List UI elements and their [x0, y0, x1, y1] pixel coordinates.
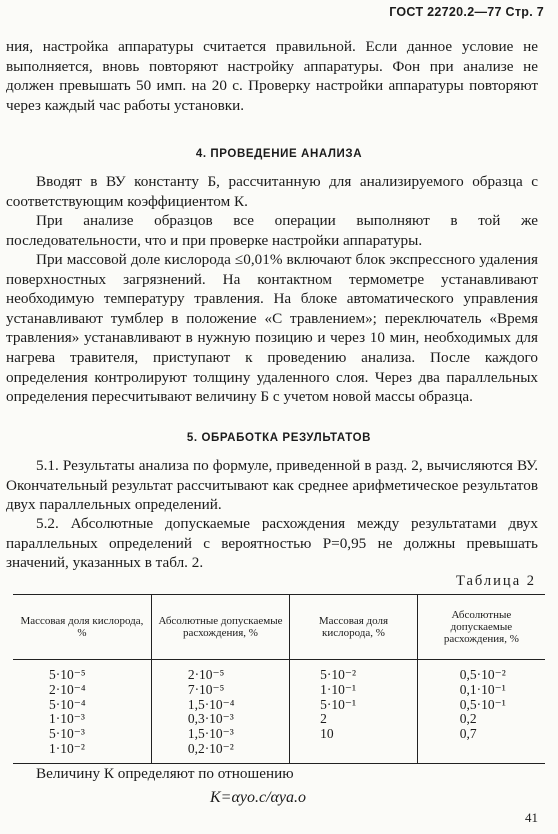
section-5-paragraph-1: 5.1. Результаты анализа по формуле, приведенной в разд. 2, вычисляются ВУ. Окончательный результат рассчитывают как среднее арифметическое результатов двух параллельных определений.	[6, 457, 538, 514]
table-cell: 0,3·10⁻³	[187, 711, 234, 727]
table-cell: 0,2	[459, 711, 477, 727]
table-cell: 0,2·10⁻²	[187, 740, 234, 756]
table-cell: 7·10⁻⁵	[187, 681, 225, 697]
section-4-paragraph-1: Вводят в ВУ константу Б, рассчитанную для анализируемого образца с соответствующим коэффициентом К.	[6, 173, 538, 210]
table-cell: 2·10⁻⁴	[49, 681, 86, 697]
section-4-paragraph-2: При анализе образцов все операции выполняют в той же последовательности, что и при проверке настройки аппаратуры.	[6, 212, 538, 249]
header-tolerance-2: Абсолютные допускаемые расхождения, %	[417, 595, 545, 660]
after-table-sentence: Величину К определяют по отношению	[36, 765, 294, 782]
table-cell: 5·10⁻⁴	[49, 696, 86, 712]
table-cell: 1·10⁻³	[49, 711, 85, 727]
table-cell: 2·10⁻⁵	[187, 667, 225, 682]
table-cell: 1,5·10⁻⁴	[187, 696, 235, 712]
table-cell: 5·10⁻¹	[320, 696, 357, 712]
section-4-title: 4. ПРОВЕДЕНИЕ АНАЛИЗА	[195, 148, 363, 160]
table-cell: 5·10⁻³	[49, 726, 85, 742]
column-tolerance-2	[417, 660, 545, 764]
column-oxygen-fraction-1	[13, 660, 151, 764]
table-cell: 0,1·10⁻¹	[459, 681, 506, 697]
section-5-paragraph-2: 5.2. Абсолютные допускаемые расхождения между результатами двух параллельных определений с вероятностью P=0,95 не должны превышать значений, указанных в табл. 2.	[6, 515, 538, 572]
table-row	[13, 660, 545, 764]
table-cell: 5·10⁻²	[320, 667, 357, 682]
header-tolerance-1: Абсолютные допускаемые расхождения, %	[151, 595, 289, 660]
table-cell: 0,5·10⁻²	[459, 667, 506, 682]
page-number: 41	[525, 810, 538, 825]
column-oxygen-fraction-2	[290, 660, 418, 764]
header-oxygen-fraction-1: Массовая доля кислорода, %	[13, 595, 151, 660]
table-cell: 5·10⁻⁵	[49, 667, 86, 682]
table-cell: 1,5·10⁻³	[187, 726, 234, 742]
table-cell: 10	[320, 726, 334, 742]
formula-k: K=αуо.с/αуа.о	[210, 789, 307, 806]
table-cell: 0,5·10⁻¹	[459, 696, 506, 712]
table-cell: 2	[320, 711, 327, 727]
section-4-paragraph-3: При массовой доле кислорода ≤0,01% включают блок экспрессного удаления поверхностных загрязнений. На контактном термометре устанавливают необходимую температуру травления. На блоке автоматического управления устанавливают тумблер в положение «С травлением»; переключатель «Время травления» устанавливают в нужную позицию и через 10 мин, необходимых для нагрева травителя, приступают к проведению анализа. После каждого определения контролируют толщину удаленного слоя. Через два параллельных определения пересчитывают величину Б с учетом новой массы образца.	[6, 251, 538, 406]
section-5-title: 5. ОБРАБОТКА РЕЗУЛЬТАТОВ	[186, 432, 372, 444]
paragraph-continuation: ния, настройка аппаратуры считается правильной. Если данное условие не выполняется, вновь повторяют настройку аппаратуры. Фон при анализе не должен превышать 50 имп. на 20 с. Проверку настройки аппаратуры повторяют через каждый час работы установки.	[6, 38, 538, 114]
header-oxygen-fraction-2: Массовая доля кислорода, %	[290, 595, 418, 660]
page-header: ГОСТ 22720.2—77 Стр. 7	[389, 5, 544, 19]
table-cell: 1·10⁻¹	[320, 681, 357, 697]
table-cell: 0,7	[459, 726, 477, 742]
table-2	[13, 594, 545, 764]
table-cell: 1·10⁻²	[49, 740, 85, 756]
column-tolerance-1	[151, 660, 289, 764]
table-header-row	[13, 595, 545, 660]
table-caption: Таблица 2	[455, 573, 536, 589]
